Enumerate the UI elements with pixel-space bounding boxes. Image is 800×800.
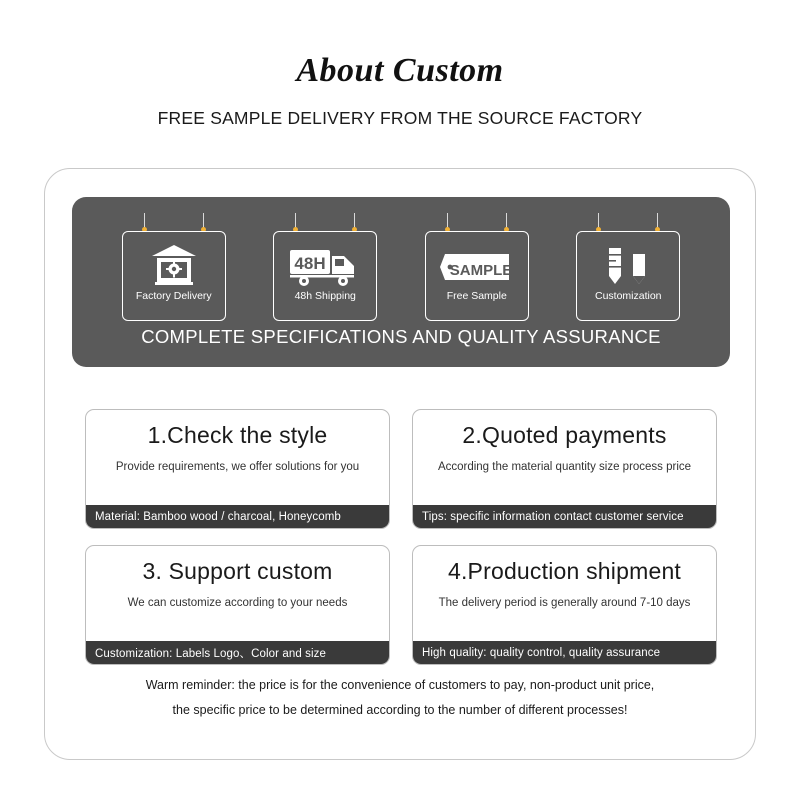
step-description: According the material quantity size process price xyxy=(437,461,692,474)
badge-factory-delivery xyxy=(122,213,226,321)
features-banner xyxy=(72,197,730,367)
step-card xyxy=(412,409,717,529)
badge-label: Customization xyxy=(594,290,662,302)
badge-free-sample xyxy=(425,213,529,321)
step-heading: 1.Check the style xyxy=(147,422,328,448)
step-footer: Tips: specific information contact customer service xyxy=(413,505,716,528)
hanging-strings xyxy=(273,213,377,231)
warm-reminder xyxy=(45,673,755,723)
svg-text:48H: 48H xyxy=(294,254,326,273)
pencil-ruler-icon xyxy=(599,239,657,291)
badge-row xyxy=(72,213,730,321)
step-card xyxy=(85,409,390,529)
header xyxy=(0,0,800,129)
hanging-strings xyxy=(122,213,226,231)
warm-reminder-line-2: the specific price to be determined according to the number of different processes! xyxy=(172,703,628,717)
step-description: We can customize according to your needs xyxy=(127,597,348,610)
step-heading: 3. Support custom xyxy=(142,558,333,584)
sample-tag-icon xyxy=(439,239,515,291)
svg-text:SAMPLE: SAMPLE xyxy=(449,262,513,279)
badge-card xyxy=(425,231,529,321)
warm-reminder-line-1: Warm reminder: the price is for the convenience of customers to pay, non-product unit price, xyxy=(145,678,655,692)
badge-card xyxy=(576,231,680,321)
content-card xyxy=(44,168,756,760)
step-footer: High quality: quality control, quality assurance xyxy=(413,641,716,664)
hanging-strings xyxy=(425,213,529,231)
factory-icon xyxy=(149,239,199,291)
truck-48h-icon xyxy=(288,239,362,291)
step-card xyxy=(412,545,717,665)
page-title: About Custom xyxy=(296,52,504,89)
step-heading: 2.Quoted payments xyxy=(462,422,667,448)
badge-label: 48h Shipping xyxy=(294,290,356,302)
step-card xyxy=(85,545,390,665)
step-footer: Material: Bamboo wood / charcoal, Honeycomb xyxy=(86,505,389,528)
badge-label: Factory Delivery xyxy=(135,290,212,302)
steps-grid xyxy=(85,409,717,665)
badge-customization xyxy=(576,213,680,321)
step-footer: Customization: Labels Logo、Color and size xyxy=(86,641,389,664)
badge-label: Free Sample xyxy=(446,290,507,302)
hanging-strings xyxy=(576,213,680,231)
badge-card xyxy=(122,231,226,321)
banner-tagline: COMPLETE SPECIFICATIONS AND QUALITY ASSURANCE xyxy=(141,326,661,347)
step-description: The delivery period is generally around 7-10 days xyxy=(438,597,691,610)
step-heading: 4.Production shipment xyxy=(447,558,682,584)
step-description: Provide requirements, we offer solutions for you xyxy=(115,461,360,474)
badge-48h-shipping xyxy=(273,213,377,321)
page-subtitle: FREE SAMPLE DELIVERY FROM THE SOURCE FACTORY xyxy=(157,108,643,129)
badge-card xyxy=(273,231,377,321)
